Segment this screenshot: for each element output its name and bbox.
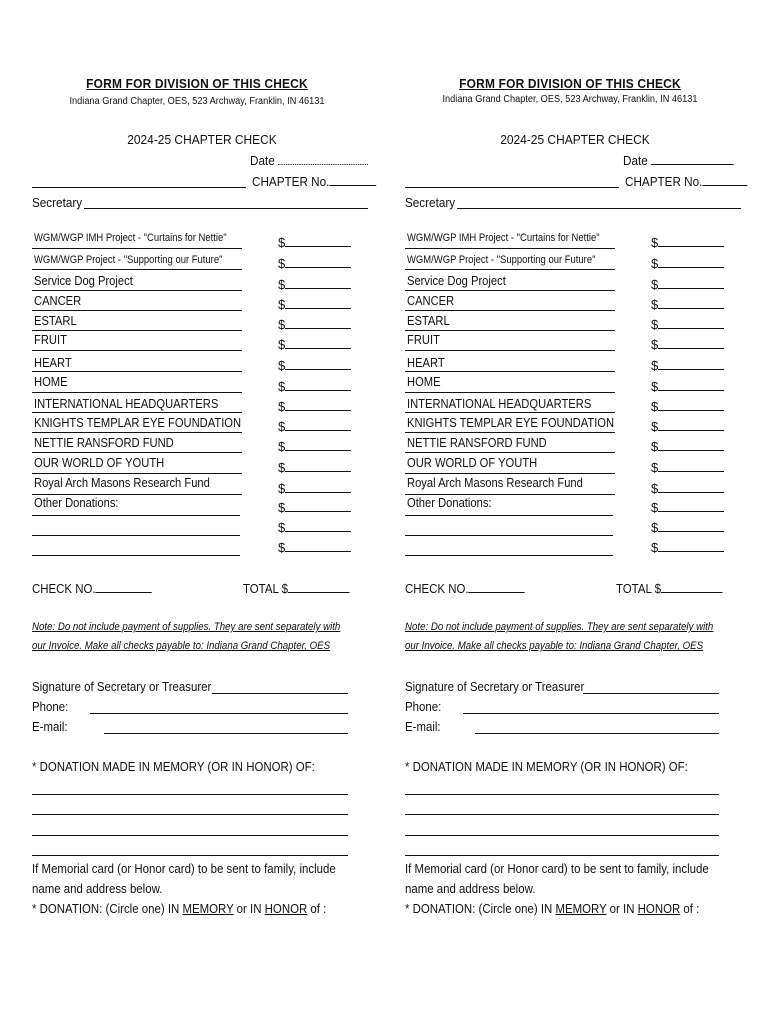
form-address: Indiana Grand Chapter, OES, 523 Archway, Franklin, IN 46131 bbox=[69, 96, 325, 107]
note-line: our Invoice. Make all checks payable to: Indiana Grand Chapter, OES bbox=[405, 640, 704, 652]
item-label: WGM/WGP Project - "Supporting our Future" bbox=[34, 254, 223, 266]
item-label: WGM/WGP Project - "Supporting our Future" bbox=[407, 254, 596, 266]
chapter-no-label: CHAPTER No. bbox=[625, 174, 703, 189]
phone-line[interactable] bbox=[90, 713, 348, 714]
check-no-field[interactable]: CHECK NO. bbox=[405, 581, 525, 596]
memorial-text: If Memorial card (or Honor card) to be sent to family, include bbox=[32, 861, 336, 876]
donation-memory-label: * DONATION MADE IN MEMORY (OR IN HONOR) OF: bbox=[32, 759, 315, 774]
item-label: FRUIT bbox=[407, 332, 440, 347]
amount-field[interactable]: $ bbox=[651, 358, 724, 373]
item-label: HEART bbox=[407, 355, 445, 370]
honor-option[interactable]: HONOR bbox=[637, 901, 681, 916]
amount-field[interactable]: $ bbox=[278, 317, 351, 332]
amount-field[interactable]: $ bbox=[651, 277, 724, 292]
memory-line[interactable] bbox=[405, 835, 719, 836]
chapter-no-field[interactable] bbox=[625, 174, 747, 189]
other-donations-label: Other Donations: bbox=[34, 495, 119, 510]
amount-field[interactable]: $ bbox=[278, 277, 351, 292]
item-label: INTERNATIONAL HEADQUARTERS bbox=[34, 396, 219, 411]
signature-label: Signature of Secretary or Treasurer bbox=[32, 679, 212, 694]
date-field[interactable] bbox=[250, 153, 368, 168]
item-label: WGM/WGP IMH Project - "Curtains for Nettie" bbox=[407, 232, 600, 244]
amount-field[interactable]: $ bbox=[651, 500, 724, 515]
memorial-text: name and address below. bbox=[405, 881, 536, 896]
email-label: E-mail: bbox=[405, 719, 441, 734]
memory-line[interactable] bbox=[405, 855, 719, 856]
email-label: E-mail: bbox=[32, 719, 68, 734]
amount-field[interactable]: $ bbox=[651, 256, 724, 271]
item-label: NETTIE RANSFORD FUND bbox=[34, 435, 174, 450]
item-label: ESTARL bbox=[34, 313, 77, 328]
amount-field[interactable]: $ bbox=[278, 358, 351, 373]
amount-field[interactable]: $ bbox=[278, 460, 351, 475]
item-label: HOME bbox=[34, 374, 68, 389]
other-donation-line[interactable] bbox=[405, 555, 613, 556]
other-donations-label: Other Donations: bbox=[407, 495, 492, 510]
item-label: ESTARL bbox=[407, 313, 450, 328]
amount-field[interactable]: $ bbox=[278, 337, 351, 352]
amount-field[interactable]: $ bbox=[278, 520, 351, 535]
memorial-text: If Memorial card (or Honor card) to be sent to family, include bbox=[405, 861, 709, 876]
email-line[interactable] bbox=[104, 733, 348, 734]
note-line: our Invoice. Make all checks payable to: Indiana Grand Chapter, OES bbox=[32, 640, 331, 652]
memory-line[interactable] bbox=[32, 794, 348, 795]
item-label: OUR WORLD OF YOUTH bbox=[34, 455, 165, 470]
form-title: FORM FOR DIVISION OF THIS CHECK bbox=[459, 76, 681, 91]
chapter-name-line[interactable] bbox=[405, 187, 619, 188]
amount-field[interactable]: $ bbox=[651, 419, 724, 434]
amount-field[interactable]: $ bbox=[278, 540, 351, 555]
phone-label: Phone: bbox=[405, 699, 442, 714]
phone-label: Phone: bbox=[32, 699, 69, 714]
form-address: Indiana Grand Chapter, OES, 523 Archway, Franklin, IN 46131 bbox=[442, 94, 698, 105]
chapter-check-title: 2024-25 CHAPTER CHECK bbox=[500, 132, 650, 147]
memory-option[interactable]: MEMORY bbox=[555, 901, 607, 916]
phone-line[interactable] bbox=[463, 713, 719, 714]
donation-circle-line: * DONATION: (Circle one) IN MEMORY or IN HONOR of : bbox=[405, 901, 700, 916]
secretary-line[interactable] bbox=[84, 208, 368, 209]
secretary-label: Secretary bbox=[405, 195, 456, 210]
item-label: CANCER bbox=[407, 293, 455, 308]
other-donation-line[interactable] bbox=[405, 535, 613, 536]
item-label: NETTIE RANSFORD FUND bbox=[407, 435, 547, 450]
item-label: WGM/WGP IMH Project - "Curtains for Nettie" bbox=[34, 232, 227, 244]
signature-line[interactable] bbox=[212, 693, 348, 694]
item-label: Service Dog Project bbox=[407, 273, 506, 288]
item-label: HEART bbox=[34, 355, 72, 370]
chapter-no-field[interactable] bbox=[252, 174, 376, 189]
amount-field[interactable]: $ bbox=[651, 337, 724, 352]
amount-field[interactable]: $ bbox=[651, 297, 724, 312]
signature-label: Signature of Secretary or Treasurer bbox=[405, 679, 585, 694]
amount-field[interactable]: $ bbox=[651, 317, 724, 332]
chapter-no-label: CHAPTER No. bbox=[252, 174, 330, 189]
amount-field[interactable]: $ bbox=[651, 481, 724, 496]
amount-field[interactable]: $ bbox=[278, 235, 351, 250]
item-label: OUR WORLD OF YOUTH bbox=[407, 455, 538, 470]
date-label: Date bbox=[623, 153, 648, 168]
item-label: HOME bbox=[407, 374, 441, 389]
chapter-name-line[interactable] bbox=[32, 187, 246, 188]
signature-line[interactable] bbox=[583, 693, 719, 694]
date-label: Date bbox=[250, 153, 275, 168]
secretary-line[interactable] bbox=[457, 208, 741, 209]
amount-field[interactable]: $ bbox=[651, 520, 724, 535]
amount-field[interactable]: $ bbox=[278, 500, 351, 515]
form-copy-left bbox=[32, 0, 372, 1024]
honor-option[interactable]: HONOR bbox=[264, 901, 308, 916]
amount-field[interactable]: $ bbox=[278, 297, 351, 312]
memory-line[interactable] bbox=[32, 835, 348, 836]
memory-line[interactable] bbox=[32, 814, 348, 815]
item-label: Service Dog Project bbox=[34, 273, 133, 288]
note-line: Note: Do not include payment of supplies. They are sent separately with bbox=[405, 621, 714, 633]
item-label: KNIGHTS TEMPLAR EYE FOUNDATION bbox=[407, 415, 615, 430]
amount-field[interactable]: $ bbox=[651, 235, 724, 250]
memory-line[interactable] bbox=[405, 794, 719, 795]
chapter-check-title: 2024-25 CHAPTER CHECK bbox=[127, 132, 277, 147]
amount-field[interactable]: $ bbox=[278, 481, 351, 496]
total-field[interactable]: TOTAL $ bbox=[243, 581, 350, 596]
other-donation-line[interactable] bbox=[32, 555, 240, 556]
amount-field[interactable]: $ bbox=[651, 540, 724, 555]
donation-memory-label: * DONATION MADE IN MEMORY (OR IN HONOR) OF: bbox=[405, 759, 688, 774]
item-label: CANCER bbox=[34, 293, 82, 308]
memory-option[interactable]: MEMORY bbox=[182, 901, 234, 916]
note-line: Note: Do not include payment of supplies. They are sent separately with bbox=[32, 621, 341, 633]
amount-field[interactable]: $ bbox=[278, 439, 351, 454]
amount-field[interactable]: $ bbox=[651, 439, 724, 454]
form-copy-right bbox=[405, 0, 745, 1024]
memory-line[interactable] bbox=[405, 814, 719, 815]
amount-field[interactable]: $ bbox=[651, 460, 724, 475]
memorial-text: name and address below. bbox=[32, 881, 163, 896]
date-field[interactable] bbox=[623, 153, 734, 168]
item-label: Royal Arch Masons Research Fund bbox=[34, 475, 210, 490]
form-title: FORM FOR DIVISION OF THIS CHECK bbox=[86, 76, 308, 91]
item-label: INTERNATIONAL HEADQUARTERS bbox=[407, 396, 592, 411]
donation-circle-line: * DONATION: (Circle one) IN MEMORY or IN HONOR of : bbox=[32, 901, 327, 916]
secretary-label: Secretary bbox=[32, 195, 83, 210]
amount-field[interactable]: $ bbox=[651, 399, 724, 414]
other-donation-line[interactable] bbox=[32, 535, 240, 536]
amount-field[interactable]: $ bbox=[278, 399, 351, 414]
item-label: KNIGHTS TEMPLAR EYE FOUNDATION bbox=[34, 415, 242, 430]
memory-line[interactable] bbox=[32, 855, 348, 856]
item-label: FRUIT bbox=[34, 332, 67, 347]
total-field[interactable]: TOTAL $ bbox=[616, 581, 723, 596]
check-no-field[interactable]: CHECK NO. bbox=[32, 581, 152, 596]
amount-field[interactable]: $ bbox=[278, 379, 351, 394]
amount-field[interactable]: $ bbox=[651, 379, 724, 394]
item-label: Royal Arch Masons Research Fund bbox=[407, 475, 583, 490]
amount-field[interactable]: $ bbox=[278, 419, 351, 434]
email-line[interactable] bbox=[475, 733, 719, 734]
amount-field[interactable]: $ bbox=[278, 256, 351, 271]
